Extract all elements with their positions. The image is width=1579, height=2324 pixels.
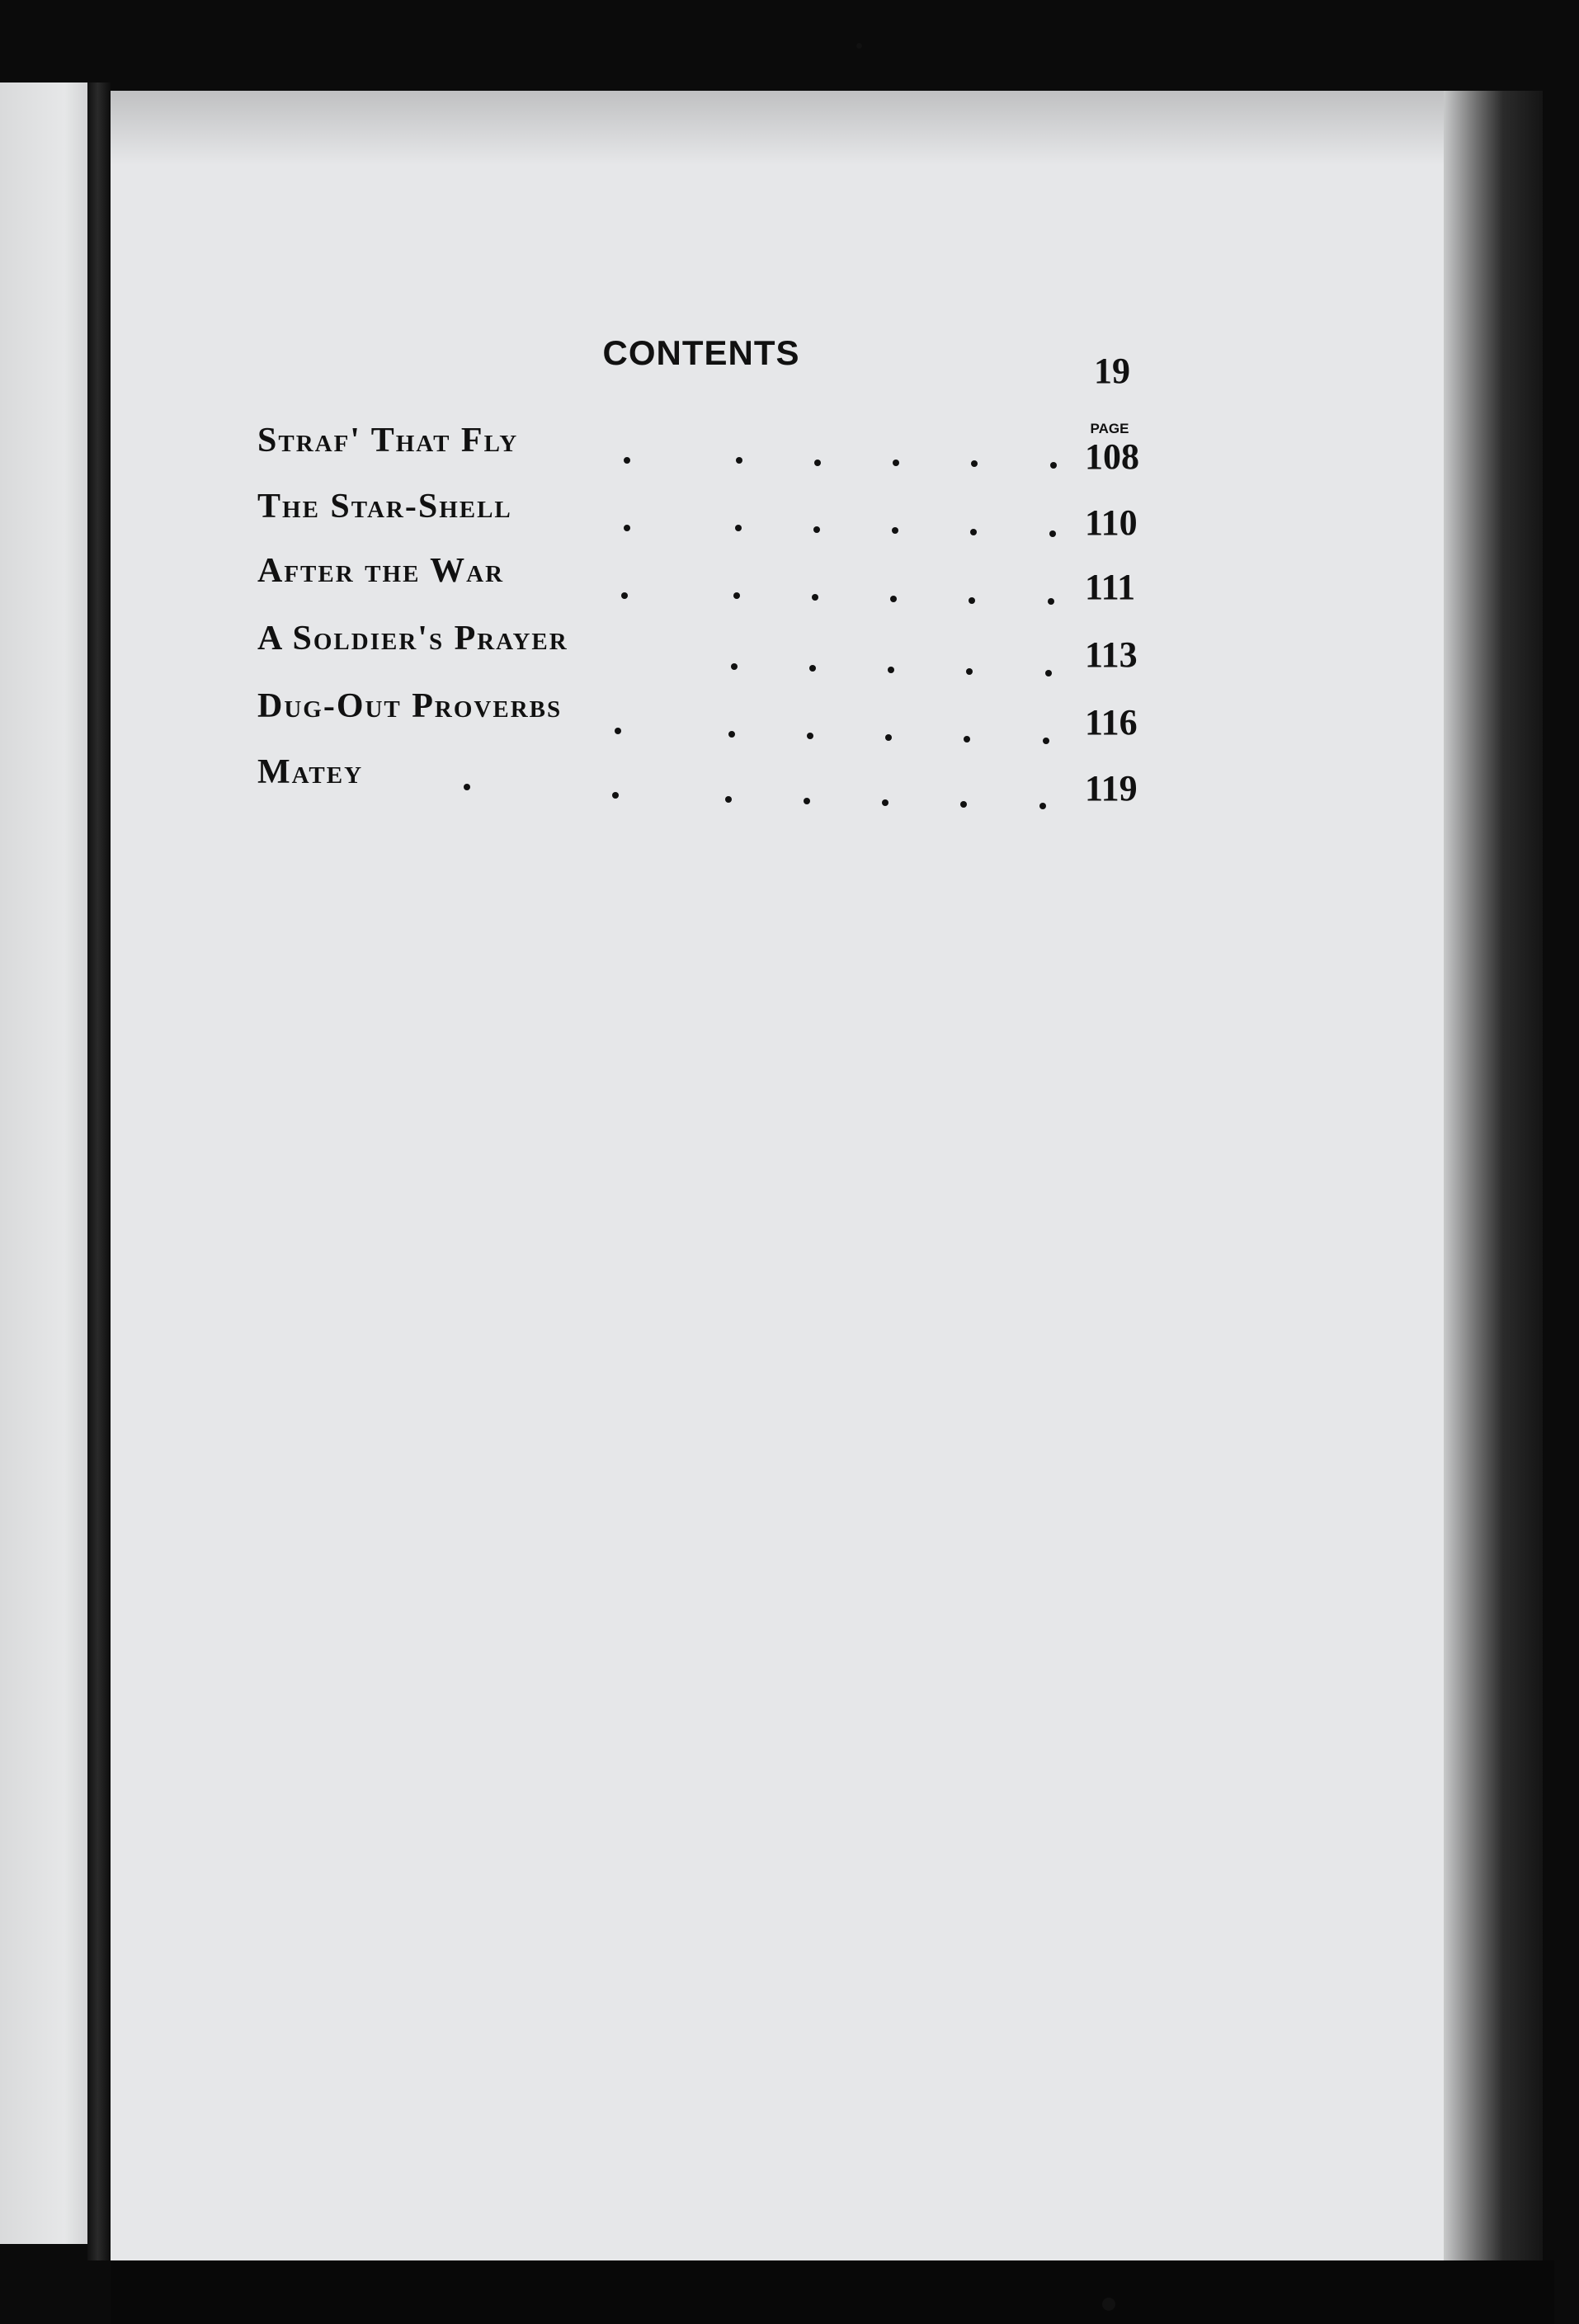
- leader-dot: [969, 597, 975, 604]
- leader-dot: [615, 728, 621, 734]
- leader-dot: [728, 731, 735, 738]
- toc-entry: [247, 487, 1155, 544]
- leader-dot: [885, 734, 892, 741]
- leader-dot: [970, 529, 977, 535]
- leader-dot: [960, 801, 967, 808]
- leader-dot: [464, 784, 470, 790]
- toc-entry: [247, 686, 1155, 744]
- toc-entry-page: 119: [1085, 768, 1138, 808]
- toc-entry-page: 111: [1085, 567, 1136, 607]
- toc-entry-title: Matey: [257, 753, 364, 791]
- leader-dot: [807, 733, 813, 739]
- leader-dot: [1043, 738, 1049, 744]
- leader-dot: [893, 460, 899, 466]
- toc-entry-title: The Star-Shell: [257, 488, 512, 526]
- page-top-shadow: [111, 91, 1497, 165]
- leader-dot: [736, 457, 742, 464]
- leader-dot: [621, 592, 628, 599]
- leader-dot: [733, 592, 740, 599]
- toc-entry-page: 108: [1085, 436, 1139, 477]
- leader-dot: [624, 457, 630, 464]
- toc-entry-title: Straf' That Fly: [257, 422, 519, 460]
- leader-dot: [731, 663, 738, 670]
- book-page: [111, 91, 1497, 2269]
- leader-dot: [813, 526, 820, 533]
- toc-entry: [247, 551, 1155, 609]
- running-head-title: CONTENTS: [602, 333, 800, 372]
- leader-dot: [809, 665, 816, 672]
- scan-speck: [1102, 2298, 1115, 2311]
- scan-speck: [856, 43, 862, 49]
- leader-dot: [725, 796, 732, 803]
- leader-dot: [971, 460, 978, 467]
- leader-dot: [812, 594, 818, 601]
- toc-entry-page: 110: [1085, 502, 1138, 543]
- leader-dot: [1048, 598, 1054, 605]
- toc-entry-page: 116: [1085, 702, 1138, 742]
- leader-dot: [888, 667, 894, 673]
- toc-entry: [247, 619, 1155, 676]
- leader-dot: [612, 792, 619, 799]
- leader-dot: [624, 525, 630, 531]
- leader-dot: [966, 668, 973, 675]
- leader-dot: [1045, 670, 1052, 676]
- page-right-edge: [1444, 91, 1543, 2277]
- facing-page-edge: [0, 82, 92, 2244]
- leader-dot: [804, 798, 810, 804]
- toc-entry-title: A Soldier's Prayer: [257, 620, 568, 658]
- leader-dot: [1039, 803, 1046, 809]
- leader-dot: [1049, 530, 1056, 537]
- toc-entry-title: Dug-Out Proverbs: [257, 687, 563, 725]
- page-bottom-edge: [111, 2260, 1554, 2324]
- toc-entry-title: After the War: [257, 552, 505, 590]
- leader-dot: [892, 527, 898, 534]
- leader-dot: [882, 799, 888, 806]
- leader-dot: [890, 596, 897, 602]
- page-column-label: PAGE: [1090, 421, 1129, 436]
- leader-dot: [964, 736, 970, 742]
- toc-entry: [247, 421, 1155, 478]
- book-gutter: [87, 82, 111, 2260]
- leader-dot: [735, 525, 742, 531]
- toc-entry-page: 113: [1085, 634, 1138, 675]
- toc-entry: [247, 752, 1155, 810]
- leader-dot: [1050, 462, 1057, 469]
- page-number: 19: [1094, 351, 1130, 391]
- leader-dot: [814, 460, 821, 466]
